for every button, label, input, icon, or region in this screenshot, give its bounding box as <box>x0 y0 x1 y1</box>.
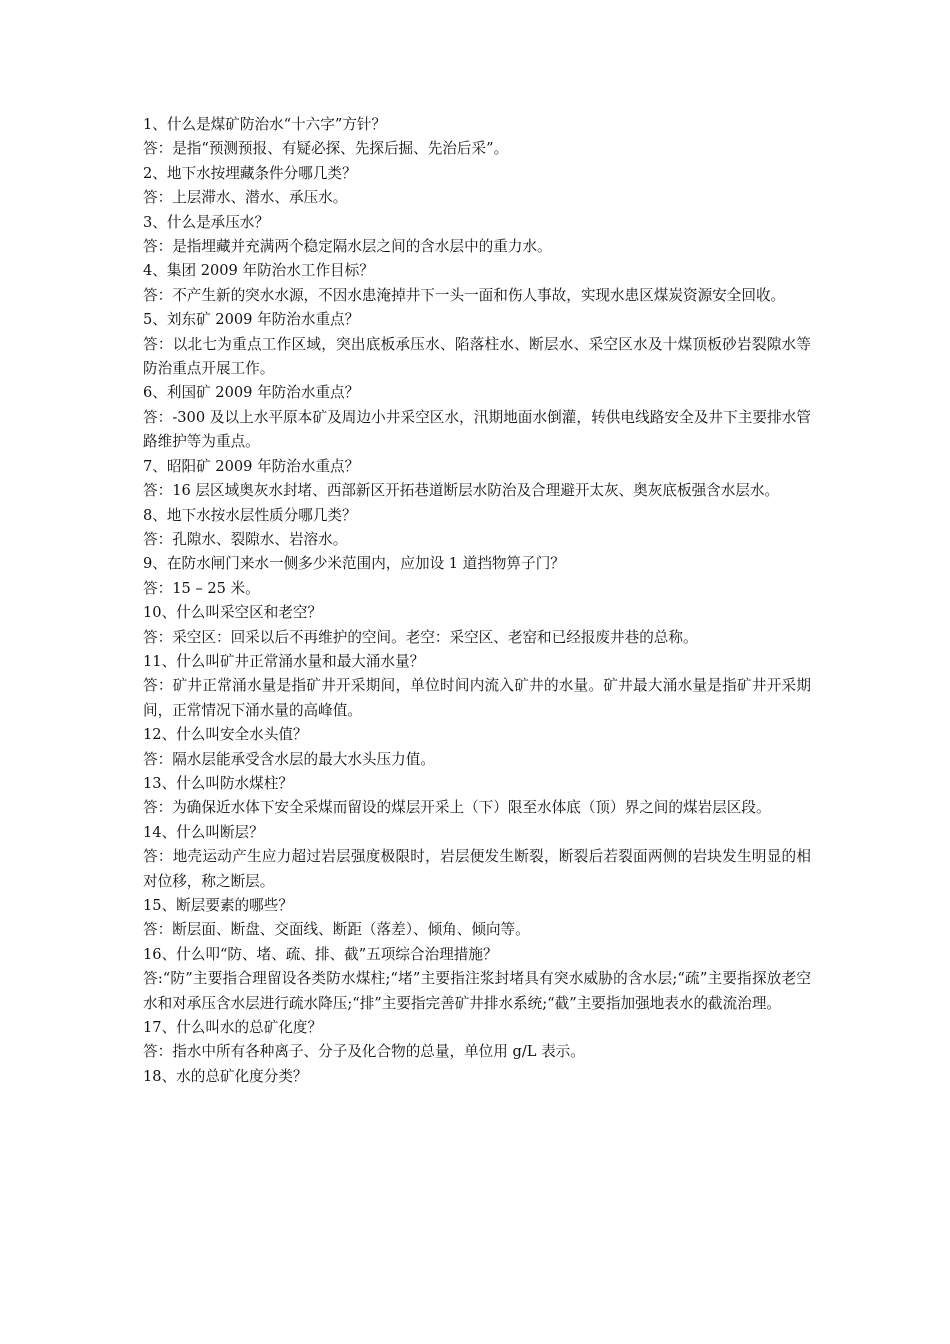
question-6: 6、利国矿 2009 年防治水重点？ <box>143 384 360 402</box>
document-body <box>143 113 811 1089</box>
question-11: 11、什么叫矿井正常涌水量和最大涌水量？ <box>143 652 425 670</box>
question-17: 17、什么叫水的总矿化度？ <box>143 1019 323 1037</box>
answer-13: 答：为确保近水体下安全采煤而留设的煤层开采上（下）限至水体底（顶）界之间的煤岩层区段。 <box>143 799 771 817</box>
answer-1: 答：是指“预测预报、有疑必探、先探后掘、先治后采”。 <box>143 140 509 158</box>
answer-11: 答：矿井正常涌水量是指矿井开采期间，单位时间内流入矿井的水量。矿井最大涌水量是指矿井开采期间，正常情况下涌水量的高峰值。 <box>143 677 811 719</box>
question-10: 10、什么叫采空区和老空？ <box>143 604 323 622</box>
question-5: 5、刘东矿 2009 年防治水重点？ <box>143 311 360 329</box>
question-18: 18、水的总矿化度分类？ <box>143 1067 308 1085</box>
answer-15: 答：断层面、断盘、交面线、断距（落差）、倾角、倾向等。 <box>143 921 530 939</box>
answer-9: 答：15 – 25 米。 <box>143 579 260 597</box>
answer-5: 答：以北七为重点工作区域，突出底板承压水、陷落柱水、断层水、采空区水及十煤顶板砂岩裂隙水等防治重点开展工作。 <box>143 335 811 378</box>
answer-7: 答：16 层区域奥灰水封堵、西部新区开拓巷道断层水防治及合理避开太灰、奥灰底板强含水层水。 <box>143 482 780 500</box>
answer-4: 答：不产生新的突水水源，不因水患淹掉井下一头一面和伤人事故，实现水患区煤炭资源安全回收。 <box>143 286 786 304</box>
question-1: 1、什么是煤矿防治水“十六字”方针？ <box>143 116 387 133</box>
question-13: 13、什么叫防水煤柱？ <box>143 774 293 792</box>
answer-16: 答:“防”主要指合理留设各类防水煤柱;“堵”主要指注浆封堵具有突水威胁的含水层;“疏”主要指探放老空水和对承压含水层进行疏水降压;“排”主要指完善矿井排水系统;“截”主要指加强地表水的截流治理。 <box>143 970 811 1012</box>
answer-17: 答：指水中所有各种离子、分子及化合物的总量，单位用 g/L 表示。 <box>143 1043 585 1061</box>
question-7: 7、昭阳矿 2009 年防治水重点？ <box>143 457 360 475</box>
question-3: 3、什么是承压水？ <box>143 213 270 231</box>
answer-2: 答：上层滞水、潜水、承压水。 <box>143 189 348 207</box>
answer-10: 答：采空区：回采以后不再维护的空间。老空：采空区、老窑和已经报废井巷的总称。 <box>143 628 698 646</box>
answer-12: 答：隔水层能承受含水层的最大水头压力值。 <box>143 750 435 768</box>
answer-8: 答：孔隙水、裂隙水、岩溶水。 <box>143 530 348 548</box>
question-12: 12、什么叫安全水头值？ <box>143 726 308 744</box>
question-14: 14、什么叫断层？ <box>143 823 264 841</box>
question-9: 9、在防水闸门来水一侧多少米范围内，应加设 1 道挡物箅子门？ <box>143 555 565 573</box>
question-15: 15、断层要素的哪些？ <box>143 897 293 914</box>
answer-3: 答：是指埋藏并充满两个稳定隔水层之间的含水层中的重力水。 <box>143 238 552 256</box>
question-16: 16、什么叩“防、堵、疏、排、截”五项综合治理措施？ <box>143 945 498 963</box>
question-2: 2、地下水按埋藏条件分哪几类？ <box>143 164 357 182</box>
answer-6: 答：-300 及以上水平原本矿及周边小井采空区水，汛期地面水倒灌，转供电线路安全及井下主要排水管路维护等为重点。 <box>143 408 811 451</box>
question-4: 4、集团 2009 年防治水工作目标？ <box>143 262 374 280</box>
answer-14: 答：地壳运动产生应力超过岩层强度极限时，岩层便发生断裂，断裂后若裂面两侧的岩块发生明显的相对位移，称之断层。 <box>143 848 811 890</box>
question-8: 8、地下水按水层性质分哪几类？ <box>143 506 357 524</box>
